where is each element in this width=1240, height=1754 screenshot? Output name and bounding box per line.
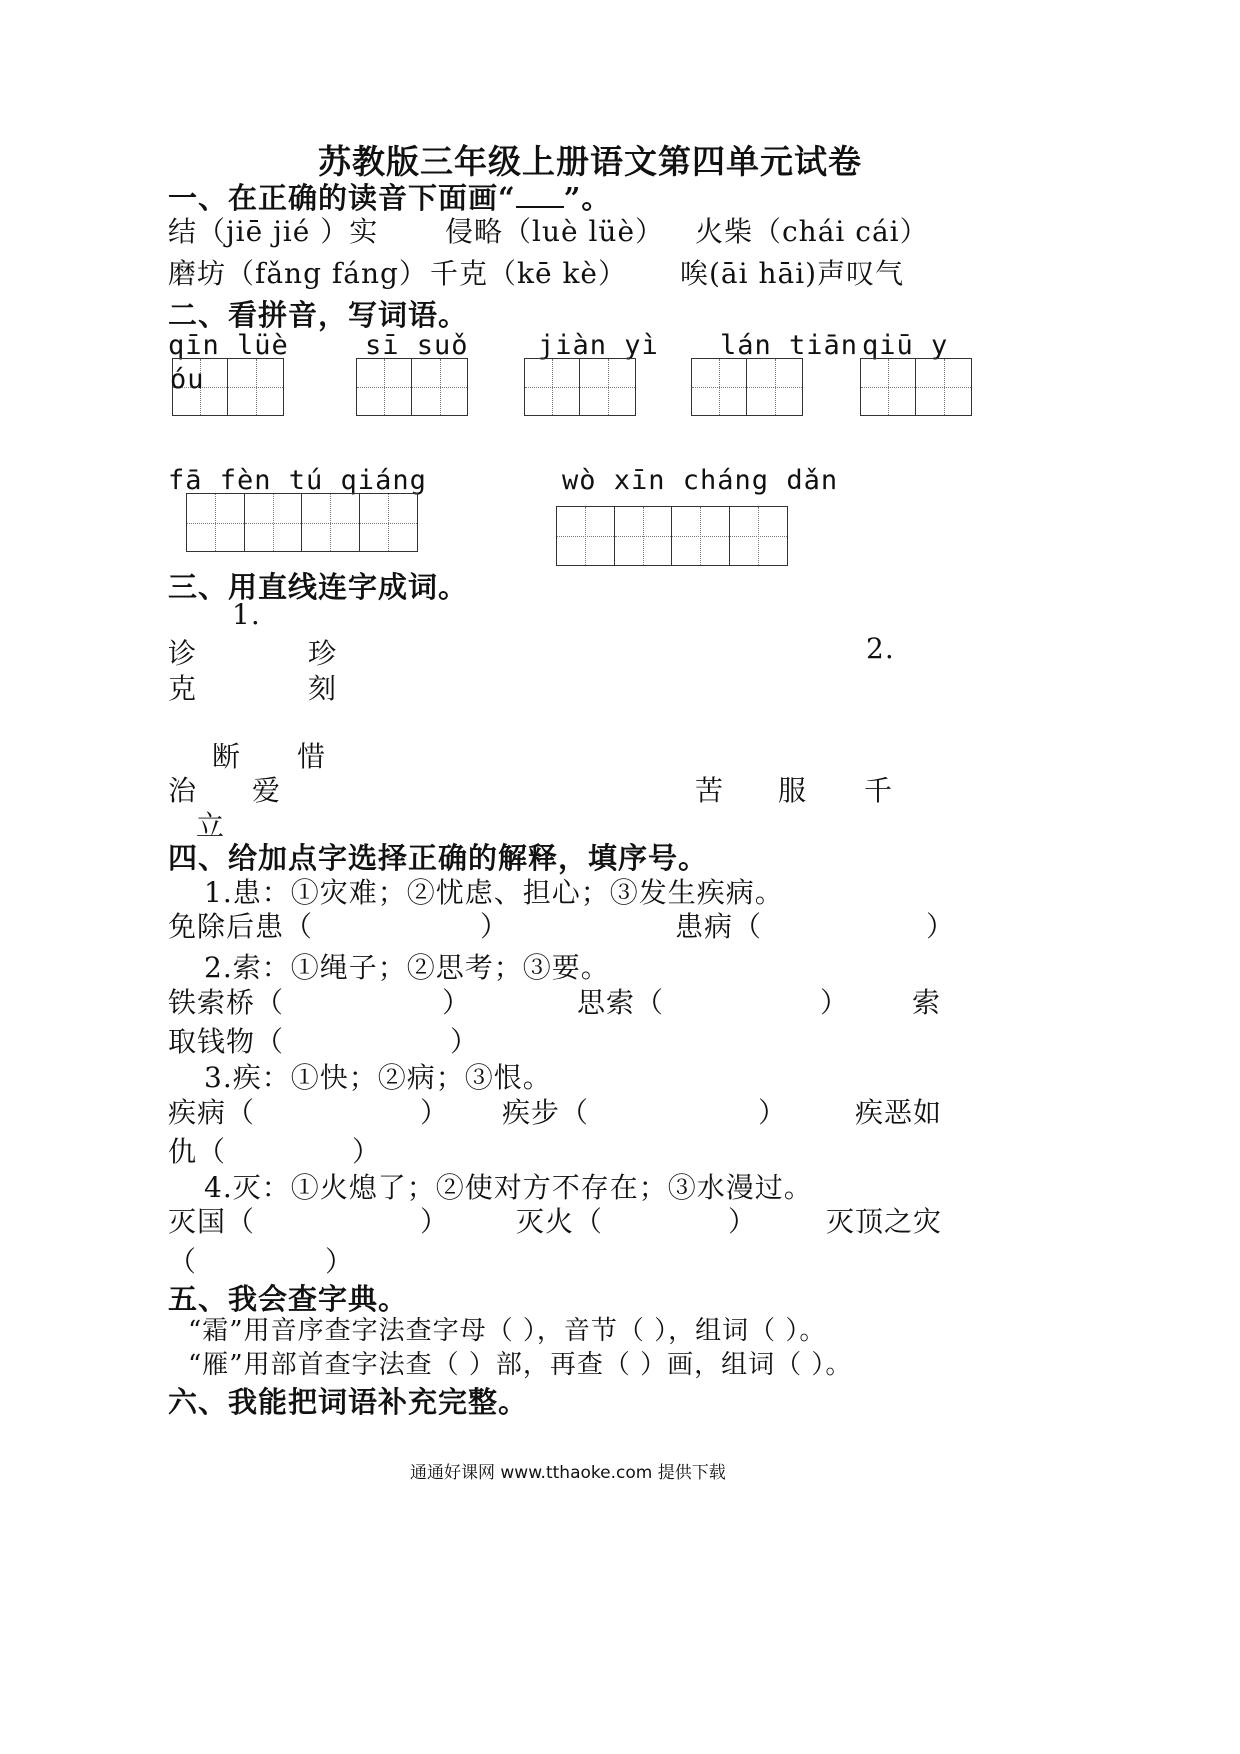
q2-word-1-close: ）	[442, 986, 472, 1019]
q1-word-1-close: ）	[480, 910, 510, 943]
s1-item-1: 结（jiē jié ）实	[168, 215, 379, 248]
section-1-heading-post: ”。	[563, 181, 612, 215]
s3-number-2: 2.	[866, 632, 895, 665]
pinyin-woxinchangdan: wò xīn cháng dǎn	[562, 465, 839, 496]
s1-item-6: 唉(āi hāi)声叹气	[680, 257, 905, 290]
q3-word-2: 疾步（	[502, 1096, 590, 1129]
q3-word-1: 疾病（	[168, 1096, 256, 1129]
s3-number-1: 1.	[232, 598, 261, 631]
pinyin-lantian: lán tiān	[720, 330, 859, 361]
q1-definition: 1.患：①灾难；②忧虑、担心；③发生疾病。	[204, 876, 784, 909]
q3-word-3: 仇（	[168, 1135, 227, 1168]
s3-char-li: 立	[196, 809, 226, 842]
q2-word-3-close: ）	[450, 1025, 480, 1058]
section-1-heading-pre: 一、在正确的读音下面画“	[168, 181, 516, 215]
q2-definition: 2.索：①绳子；②思考；③要。	[204, 951, 610, 984]
s3-char-zhen1: 诊	[168, 637, 198, 670]
s3-char-fu: 服	[778, 774, 808, 807]
s3-char-ai: 爱	[252, 774, 282, 807]
s3-char-ku: 苦	[695, 774, 725, 807]
q2-word-2-close: ）	[820, 986, 850, 1019]
writing-grid-jianyi[interactable]	[524, 358, 636, 416]
q4-word-1-close: ）	[420, 1205, 450, 1238]
q4-word-2-close: ）	[728, 1205, 758, 1238]
s5-line-1: “霜”用音序查字法查字母（ ），音节（ ），组词（ ）。	[188, 1316, 827, 1346]
q4-definition: 4.灭：①火熄了；②使对方不存在；③水漫过。	[204, 1171, 813, 1204]
q2-word-3: 取钱物（	[168, 1025, 285, 1058]
q3-word-3-close: ）	[352, 1135, 382, 1168]
q2-word-3-start: 索	[912, 986, 942, 1019]
q4-word-3: （	[168, 1245, 198, 1278]
pinyin-qiuyou: qiū y	[862, 330, 949, 361]
section-4-heading: 四、给加点字选择正确的解释，填序号。	[168, 841, 709, 875]
section-5-heading: 五、我会查字典。	[168, 1282, 409, 1316]
q4-word-1: 灭国（	[168, 1205, 256, 1238]
s3-char-xi: 惜	[297, 740, 327, 773]
q3-word-1-close: ）	[420, 1096, 450, 1129]
writing-grid-lantian[interactable]	[691, 358, 803, 416]
q3-definition: 3.疾：①快；②病；③恨。	[204, 1061, 552, 1094]
s3-char-ke1: 克	[168, 672, 198, 705]
q3-word-3-start: 疾恶如	[855, 1096, 943, 1129]
footer: 通通好课网 www.tthaoke.com 提供下载	[410, 1463, 726, 1483]
pinyin-qinlue: qīn lüè	[168, 330, 289, 361]
writing-grid-sisuo[interactable]	[356, 358, 468, 416]
pinyin-jianyi: jiàn yì	[538, 330, 659, 361]
s1-item-3: 火柴（chái cái）	[695, 215, 929, 248]
q2-word-2: 思索（	[577, 986, 665, 1019]
pinyin-wrap-ou: óu	[170, 364, 205, 395]
section-3-heading: 三、用直线连字成词。	[168, 570, 469, 604]
writing-grid-woxinchangdan[interactable]	[556, 506, 788, 566]
q4-word-2: 灭火（	[516, 1205, 604, 1238]
q4-word-3-start: 灭顶之灾	[826, 1205, 943, 1238]
q3-word-2-close: ）	[758, 1096, 788, 1129]
section-2-heading: 二、看拼音，写词语。	[168, 298, 469, 332]
q1-word-2-close: ）	[926, 910, 956, 943]
s5-line-2: “雁”用部首查字法查（ ）部，再查（ ）画，组词（ ）。	[188, 1350, 853, 1380]
s1-item-2: 侵略（luè lüè）	[445, 215, 665, 248]
underline-mark	[516, 182, 564, 208]
q1-word-1: 免除后患（	[168, 910, 314, 943]
section-6-heading: 六、我能把词语补充完整。	[168, 1385, 529, 1419]
writing-grid-fafentuqiang[interactable]	[186, 493, 418, 552]
q1-word-2: 患病（	[675, 910, 763, 943]
writing-grid-qiuyou[interactable]	[860, 358, 972, 416]
s3-char-duan: 断	[212, 740, 242, 773]
s1-item-4: 磨坊（fǎng fáng）	[168, 257, 428, 290]
page-title: 苏教版三年级上册语文第四单元试卷	[318, 142, 862, 181]
q2-word-1: 铁索桥（	[168, 986, 285, 1019]
s3-char-zhen2: 珍	[308, 637, 338, 670]
pinyin-sisuo: sī suǒ	[365, 330, 469, 361]
s3-char-qian: 千	[864, 774, 894, 807]
s1-item-5: 千克（kē kè）	[430, 257, 627, 290]
s3-char-zhi: 治	[168, 774, 198, 807]
pinyin-fafentuqiang: fā fèn tú qiáng	[168, 465, 427, 496]
q4-word-3-close: ）	[325, 1245, 355, 1278]
s3-char-ke2: 刻	[308, 672, 338, 705]
